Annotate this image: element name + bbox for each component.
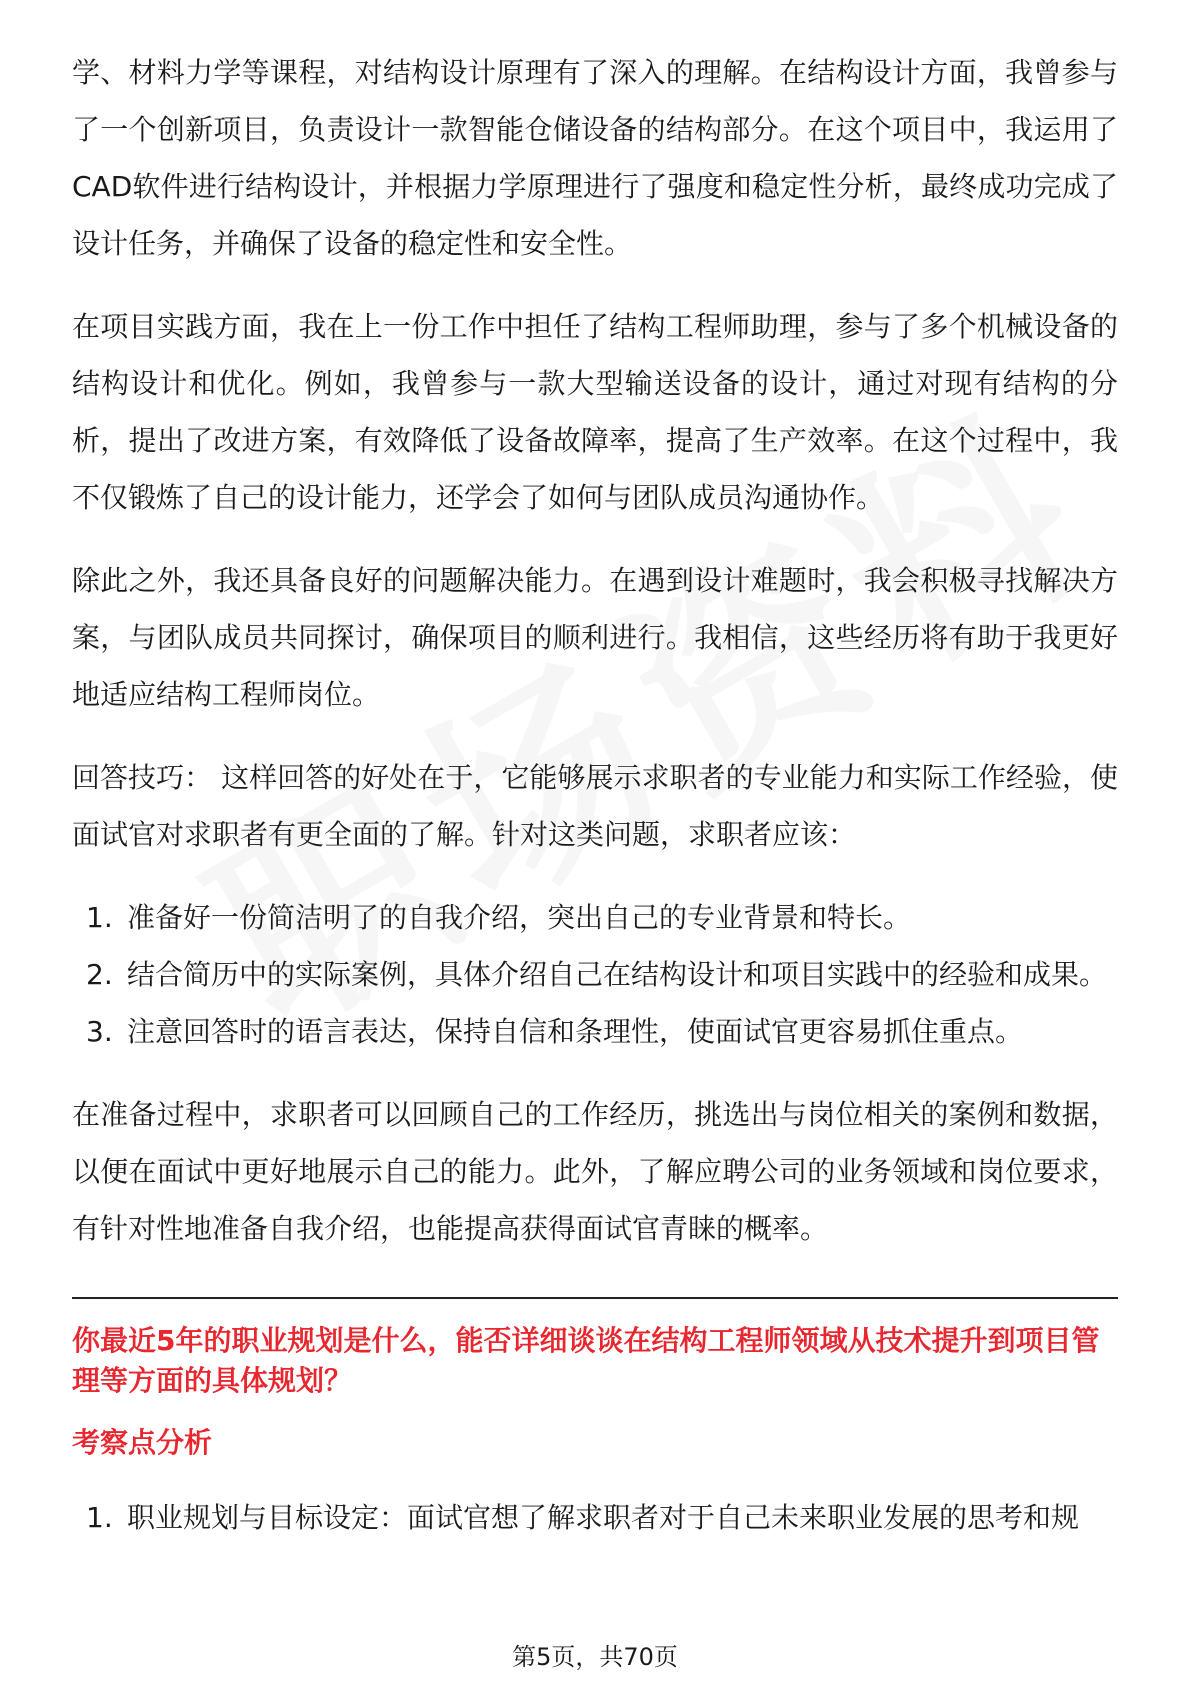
paragraph-problem-solving: 除此之外，我还具备良好的问题解决能力。在遇到设计难题时，我会积极寻找解决方案，与团队成员共同探讨，确保项目的顺利进行。我相信，这些经历将有助于我更好地适应结构工程师岗位。 — [72, 564, 1118, 711]
list-item-text: 准备好一份简洁明了的自我介绍，突出自己的专业背景和特长。 — [127, 901, 912, 934]
list-item — [72, 1003, 1118, 1060]
page-content — [72, 44, 1118, 1572]
list-item — [72, 946, 1118, 1003]
paragraph-preparation: 在准备过程中，求职者可以回顾自己的工作经历，挑选出与岗位相关的案例和数据，以便在面试中更好地展示自己的能力。此外，了解应聘公司的业务领域和岗位要求，有针对性地准备自我介绍，也能提高获得面试官青睐的概率。 — [72, 1098, 1118, 1245]
paragraph-project-practice: 在项目实践方面，我在上一份工作中担任了结构工程师助理，参与了多个机械设备的结构设计和优化。例如，我曾参与一款大型输送设备的设计，通过对现有结构的分析，提出了改进方案，有效降低了设备故障率，提高了生产效率。在这个过程中，我不仅锻炼了自己的设计能力，还学会了如何与团队成员沟通协作。 — [72, 310, 1118, 514]
list-item-number: 3. — [86, 1015, 113, 1048]
page-number-footer: 第5页，共70页 — [512, 1643, 678, 1671]
tips-list — [72, 889, 1118, 1060]
list-item-number: 1. — [86, 901, 113, 934]
list-item-number: 1. — [86, 1501, 113, 1534]
section-divider — [72, 1297, 1118, 1299]
paragraph-education-structure-design: 学、材料力学等课程，对结构设计原理有了深入的理解。在结构设计方面，我曾参与了一个创新项目，负责设计一款智能仓储设备的结构部分。在这个项目中，我运用了CAD软件进行结构设计，并根据力学原理进行了强度和稳定性分析，最终成功完成了设计任务，并确保了设备的稳定性和安全性。 — [72, 56, 1118, 260]
list-item — [72, 889, 1118, 946]
analysis-list — [72, 1489, 1118, 1546]
list-item-text: 结合简历中的实际案例，具体介绍自己在结构设计和项目实践中的经验和成果。 — [127, 958, 1108, 991]
list-item-text: 注意回答时的语言表达，保持自信和条理性，使面试官更容易抓住重点。 — [127, 1015, 1024, 1048]
analysis-heading: 考察点分析 — [72, 1426, 213, 1459]
list-item — [72, 1489, 1118, 1546]
list-item-text: 职业规划与目标设定：面试官想了解求职者对于自己未来职业发展的思考和规 — [127, 1501, 1080, 1534]
paragraph-answer-tips: 回答技巧： 这样回答的好处在于，它能够展示求职者的专业能力和实际工作经验，使面试官对求职者有更全面的了解。针对这类问题，求职者应该： — [72, 761, 1118, 851]
interview-question: 你最近5年的职业规划是什么，能否详细谈谈在结构工程师领域从技术提升到项目管理等方面的具体规划？ — [72, 1324, 1100, 1397]
list-item-number: 2. — [86, 958, 113, 991]
